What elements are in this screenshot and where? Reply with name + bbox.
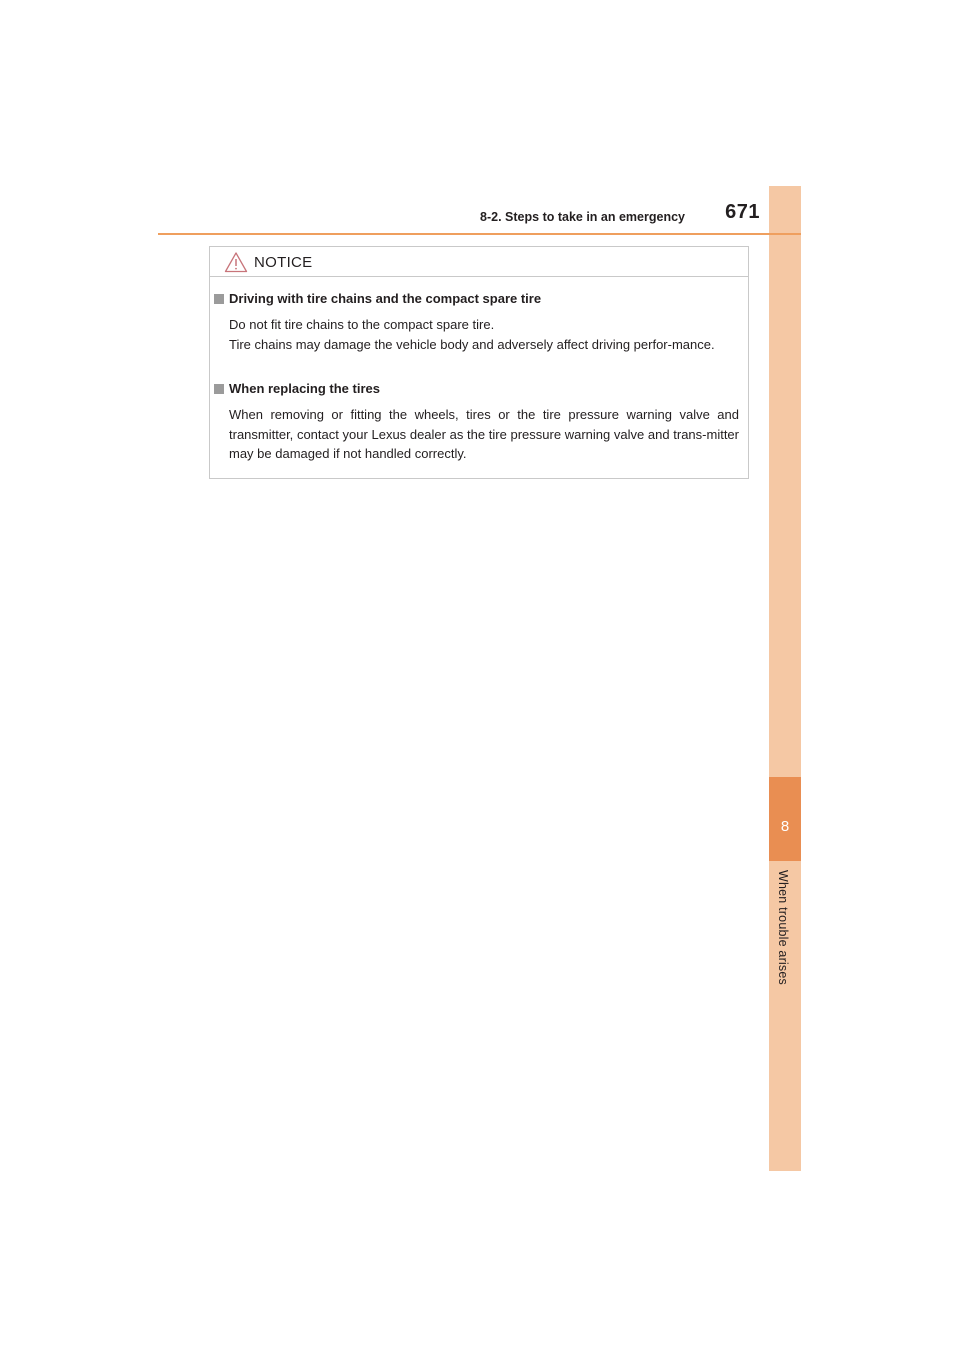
square-bullet-icon — [214, 294, 224, 304]
header-rule — [158, 233, 801, 235]
notice-header — [210, 247, 748, 277]
warning-triangle-icon — [224, 251, 248, 273]
section-title: 8-2. Steps to take in an emergency — [480, 210, 685, 224]
notice-paragraph: Do not fit tire chains to the compact spare tire. — [229, 317, 495, 332]
notice-paragraph: When removing or fitting the wheels, tires or the tire pressure warning valve and transmitter, contact your Lexus dealer as the tire pressure warning valve and trans-mitter may be damaged if not handled correctly. — [229, 407, 739, 461]
notice-item-body — [229, 405, 739, 464]
square-bullet-icon — [214, 384, 224, 394]
chapter-number: 8 — [780, 818, 790, 835]
notice-item-body — [229, 315, 739, 354]
notice-item-heading-text: Driving with tire chains and the compact spare tire — [229, 291, 542, 306]
notice-item-heading — [214, 291, 541, 306]
page-number: 671 — [725, 201, 760, 223]
notice-box — [209, 246, 749, 479]
notice-paragraph: Tire chains may damage the vehicle body and adversely affect driving perfor-mance. — [229, 336, 715, 352]
chapter-side-tab — [769, 186, 801, 1171]
notice-title: NOTICE — [254, 254, 313, 271]
notice-item-heading-text: When replacing the tires — [229, 381, 380, 396]
chapter-title: When trouble arises — [776, 870, 790, 985]
notice-item-heading — [214, 381, 380, 396]
